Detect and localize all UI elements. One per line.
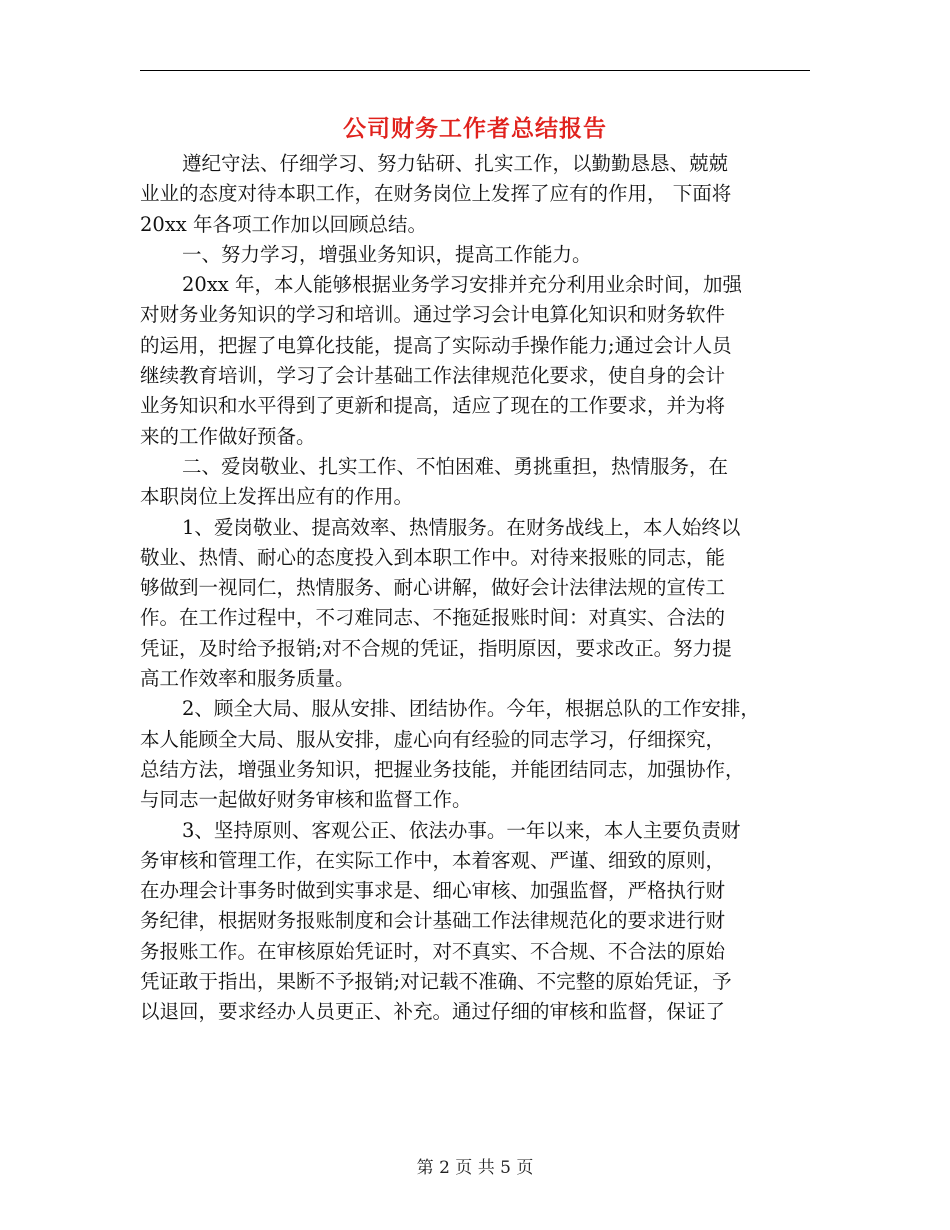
- text-line: 继续教育培训，学习了会计基础工作法律规范化要求，使自身的会计: [140, 364, 726, 388]
- text-line: 务纪律，根据财务报账制度和会计基础工作法律规范化的要求进行财: [140, 909, 726, 933]
- text-line: 的运用，把握了电算化技能，提高了实际动手操作能力;通过会计人员: [140, 333, 732, 357]
- text-line: 务审核和管理工作，在实际工作中，本着客观、严谨、细致的原则，: [140, 848, 726, 872]
- text-line: 凭证，及时给予报销;对不合规的凭证，指明原因，要求改正。努力提: [140, 636, 732, 660]
- text-line: 20xx 年各项工作加以回顾总结。: [140, 212, 428, 236]
- text-line: 务报账工作。在审核原始凭证时，对不真实、不合规、不合法的原始: [140, 939, 726, 963]
- page-footer: 第 2 页 共 5 页: [416, 1158, 534, 1178]
- text-line: 本人能顾全大局、服从安排，虚心向有经验的同志学习，仔细探究，: [140, 727, 726, 751]
- text-line: 敬业、热情、耐心的态度投入到本职工作中。对待来报账的同志，能: [140, 545, 726, 569]
- text-line: 遵纪守法、仔细学习、努力钻研、扎实工作，以勤勤恳恳、兢兢: [182, 152, 729, 175]
- document-body: [140, 149, 812, 1028]
- text-line: 业务知识和水平得到了更新和提高，适应了现在的工作要求，并为将: [140, 394, 726, 418]
- text-line: 作。在工作过程中，不刁难同志、不拖延报账时间：对真实、合法的: [140, 606, 726, 630]
- text-line: 1、爱岗敬业、提高效率、热情服务。在财务战线上，本人始终以: [182, 515, 741, 539]
- text-line: 一、努力学习，增强业务知识，提高工作能力。: [182, 242, 592, 266]
- text-line: 二、爱岗敬业、扎实工作、不怕困难、勇挑重担，热情服务，在: [182, 454, 729, 478]
- text-line: 20xx 年，本人能够根据业务学习安排并充分利用业余时间，加强: [182, 273, 743, 297]
- text-line: 高工作效率和服务质量。: [140, 667, 355, 691]
- header-rule: [140, 70, 810, 71]
- text-line: 凭证敢于指出，果断不予报销;对记载不准确、不完整的原始凭证，予: [140, 970, 732, 994]
- text-line: 2、顾全大局、服从安排、团结协作。今年，根据总队的工作安排，: [182, 697, 760, 721]
- text-line: 业业的态度对待本职工作，在财务岗位上发挥了应有的作用， 下面将: [140, 182, 732, 206]
- text-line: 来的工作做好预备。: [140, 424, 316, 448]
- text-line: 对财务业务知识的学习和培训。通过学习会计电算化知识和财务软件: [140, 303, 726, 327]
- text-line: 在办理会计事务时做到实事求是、细心审核、加强监督，严格执行财: [140, 879, 726, 903]
- document-title: 公司财务工作者总结报告: [343, 115, 607, 142]
- text-line: 够做到一视同仁，热情服务、耐心讲解，做好会计法律法规的宣传工: [140, 576, 726, 600]
- text-line: 总结方法，增强业务知识，把握业务技能，并能团结同志，加强协作，: [140, 757, 745, 781]
- text-line: 3、坚持原则、客观公正、依法办事。一年以来，本人主要负责财: [182, 818, 741, 842]
- text-line: 以退回，要求经办人员更正、补充。通过仔细的审核和监督，保证了: [140, 1000, 726, 1024]
- text-line: 与同志一起做好财务审核和监督工作。: [140, 788, 472, 812]
- text-line: 本职岗位上发挥出应有的作用。: [140, 485, 414, 509]
